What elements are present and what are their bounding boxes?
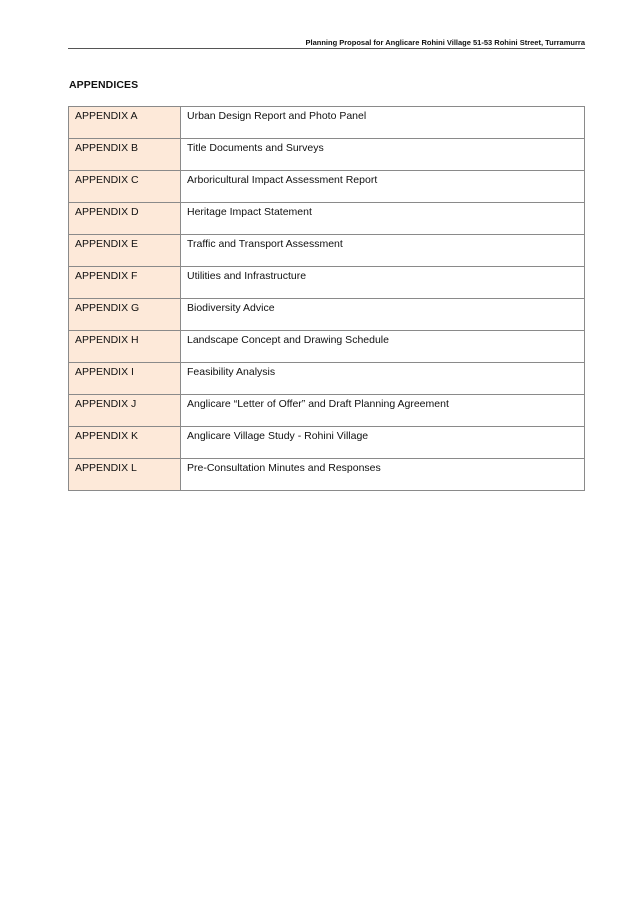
- appendix-title-cell: Pre-Consultation Minutes and Responses: [181, 459, 585, 491]
- table-row: [69, 459, 585, 491]
- appendix-code-cell: APPENDIX J: [69, 395, 181, 427]
- section-title: APPENDICES: [69, 79, 139, 91]
- appendix-title-cell: Anglicare Village Study - Rohini Village: [181, 427, 585, 459]
- appendix-title-cell: Landscape Concept and Drawing Schedule: [181, 331, 585, 363]
- appendix-code-cell: APPENDIX A: [69, 107, 181, 139]
- table-row: [69, 331, 585, 363]
- appendix-title-cell: Heritage Impact Statement: [181, 203, 585, 235]
- appendix-code-cell: APPENDIX C: [69, 171, 181, 203]
- appendix-code-cell: APPENDIX I: [69, 363, 181, 395]
- appendix-code-cell: APPENDIX D: [69, 203, 181, 235]
- table-row: [69, 395, 585, 427]
- appendix-title-cell: Arboricultural Impact Assessment Report: [181, 171, 585, 203]
- table-row: [69, 363, 585, 395]
- appendix-title-cell: Anglicare “Letter of Offer” and Draft Planning Agreement: [181, 395, 585, 427]
- appendix-title-cell: Traffic and Transport Assessment: [181, 235, 585, 267]
- table-row: [69, 107, 585, 139]
- appendix-code-cell: APPENDIX F: [69, 267, 181, 299]
- appendix-code-cell: APPENDIX K: [69, 427, 181, 459]
- appendix-title-cell: Feasibility Analysis: [181, 363, 585, 395]
- appendix-title-cell: Urban Design Report and Photo Panel: [181, 107, 585, 139]
- table-row: [69, 427, 585, 459]
- table-row: [69, 299, 585, 331]
- appendix-code-cell: APPENDIX H: [69, 331, 181, 363]
- appendix-title-cell: Utilities and Infrastructure: [181, 267, 585, 299]
- header-title: Planning Proposal for Anglicare Rohini Village 51-53 Rohini Street, Turramurra: [305, 38, 585, 47]
- appendix-title-cell: Title Documents and Surveys: [181, 139, 585, 171]
- appendix-code-cell: APPENDIX G: [69, 299, 181, 331]
- appendix-title-cell: Biodiversity Advice: [181, 299, 585, 331]
- appendices-table-body: [69, 107, 585, 491]
- appendix-code-cell: APPENDIX B: [69, 139, 181, 171]
- table-row: [69, 203, 585, 235]
- page-header: [68, 38, 585, 49]
- appendices-table: [68, 106, 585, 491]
- table-row: [69, 267, 585, 299]
- table-row: [69, 235, 585, 267]
- table-row: [69, 171, 585, 203]
- appendix-code-cell: APPENDIX L: [69, 459, 181, 491]
- appendix-code-cell: APPENDIX E: [69, 235, 181, 267]
- table-row: [69, 139, 585, 171]
